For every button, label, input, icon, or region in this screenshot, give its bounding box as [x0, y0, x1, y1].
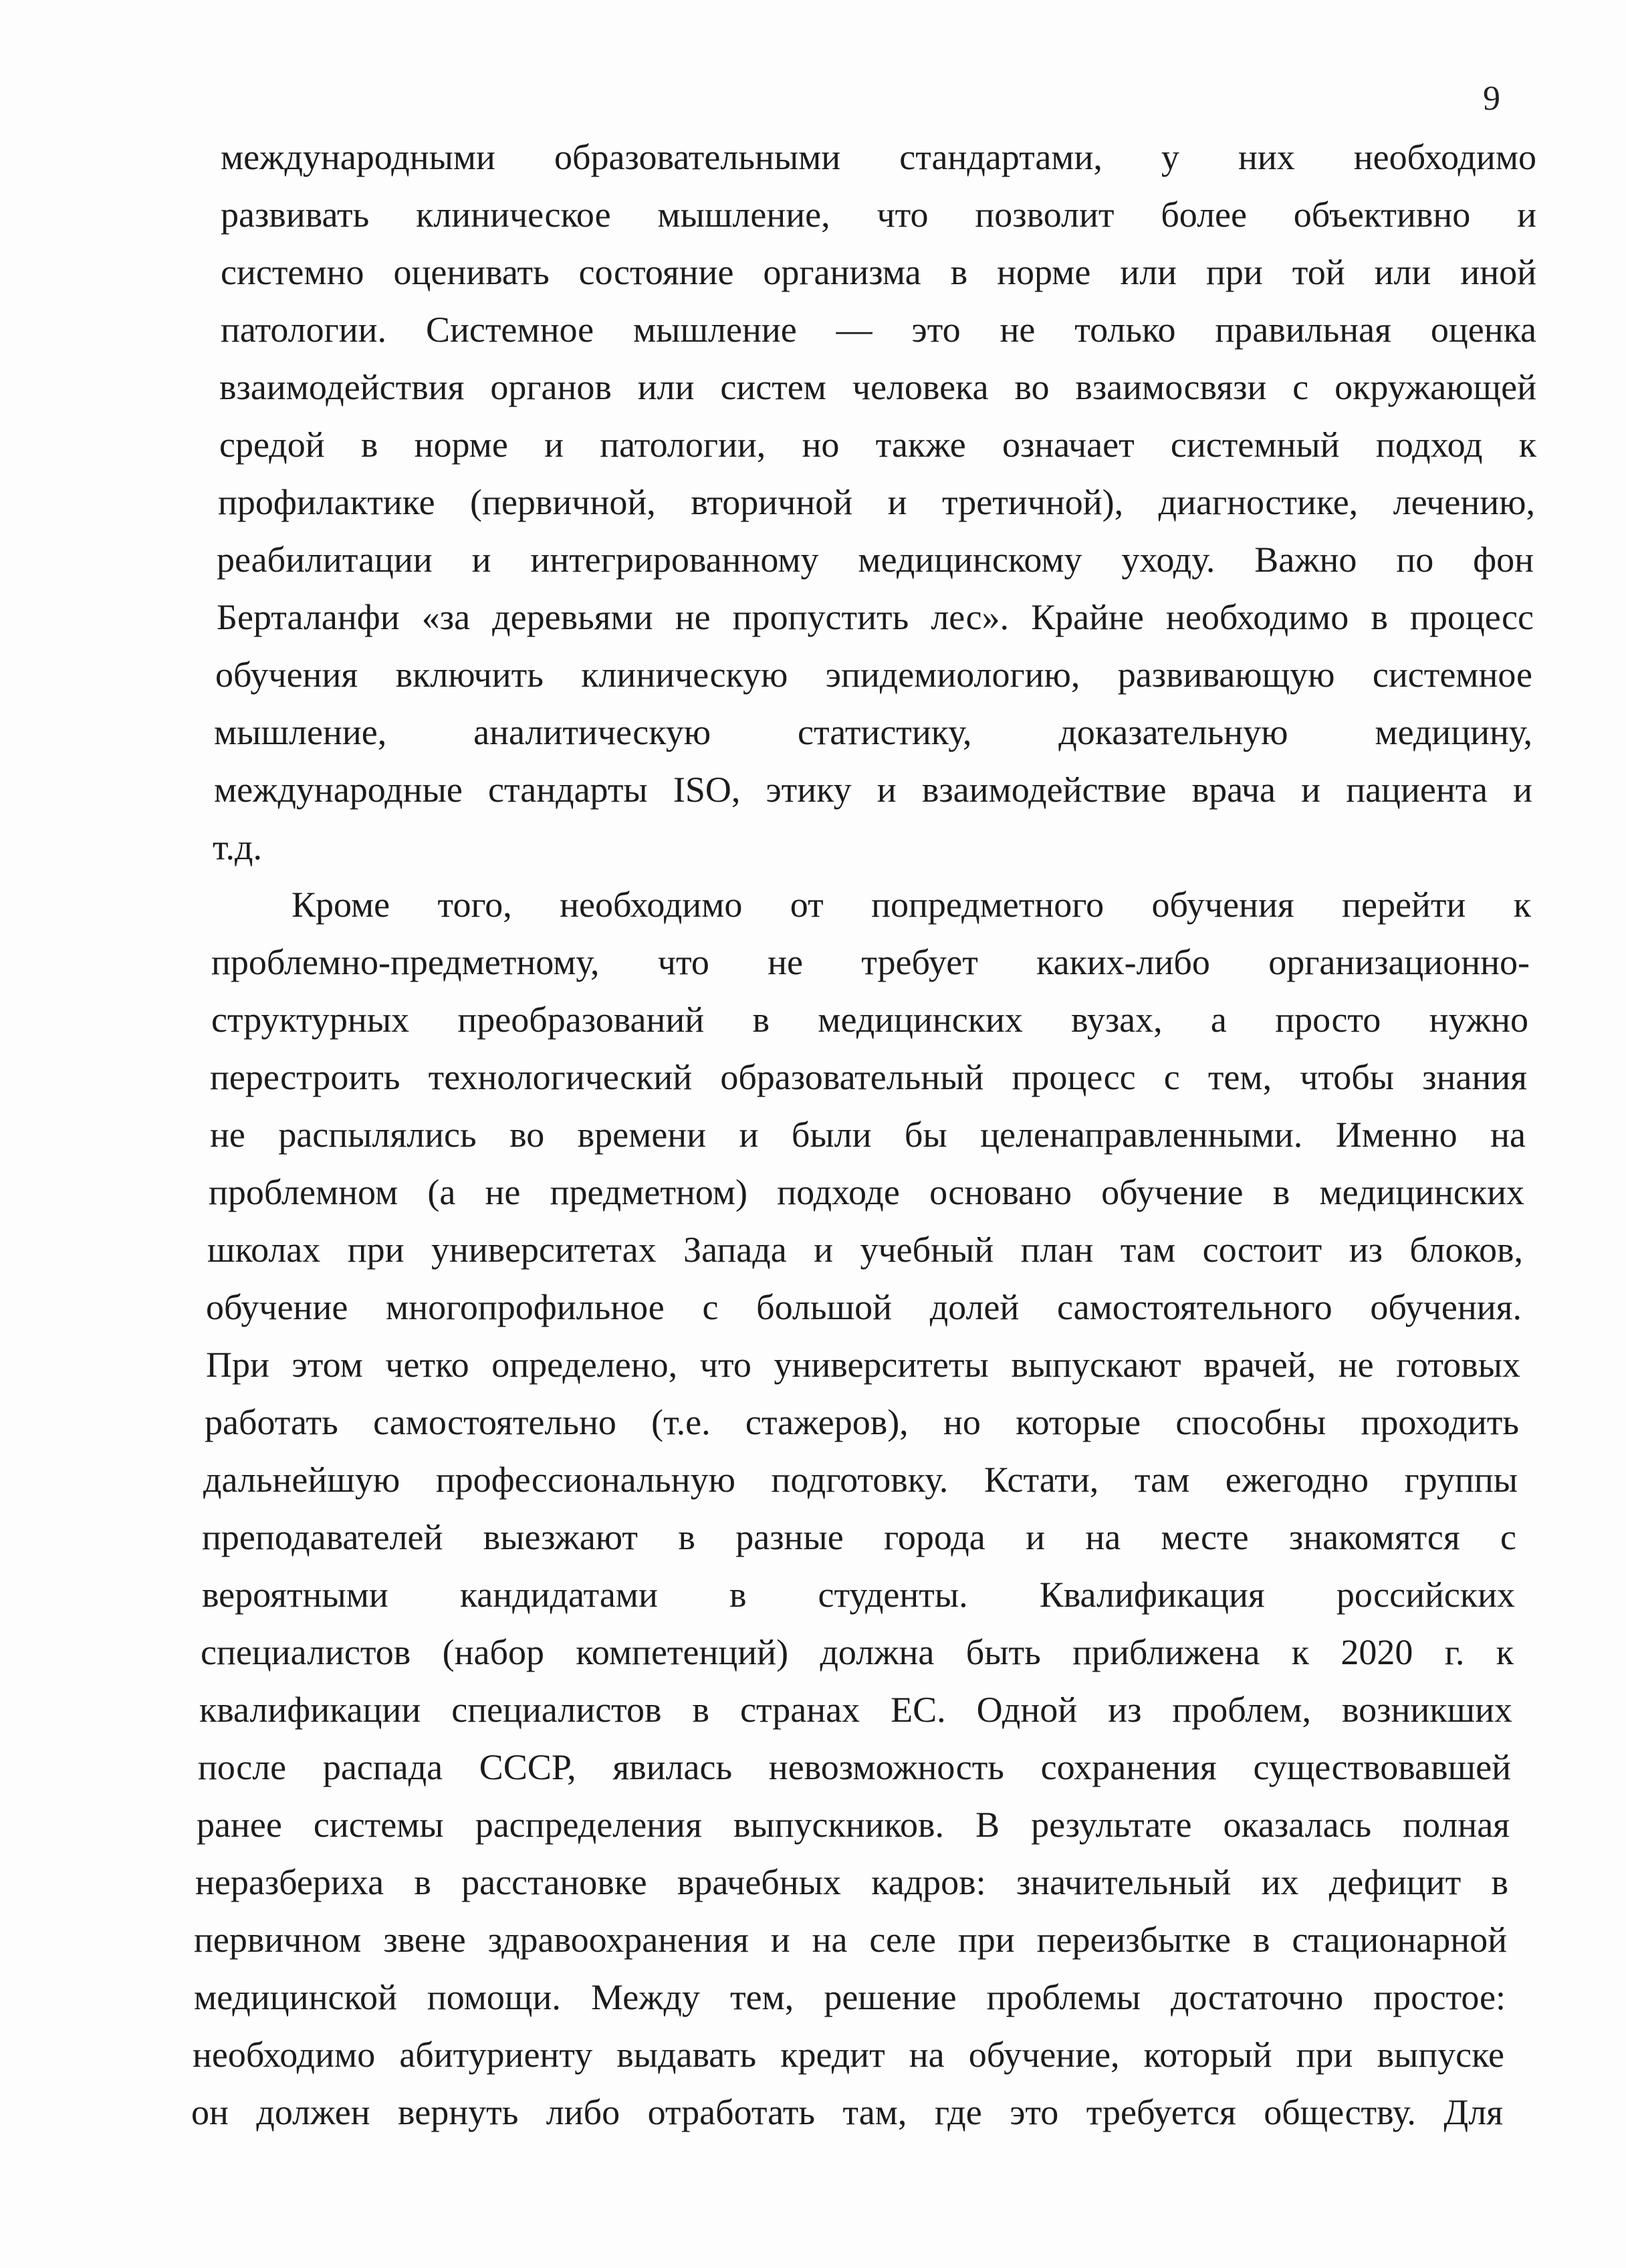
text-line: средой в норме и патологии, но также означает системный подход к [219, 425, 1536, 465]
text-line: ранее системы распределения выпускников. В результате оказалась полная [197, 1805, 1510, 1845]
text-line: медицинской помощи. Между тем, решение проблемы достаточно простое: [194, 1977, 1506, 2017]
text-line: он должен вернуть либо отработать там, где это требуется обществу. Для [191, 2092, 1503, 2132]
text-line: школах при университетах Запада и учебный план там состоит из блоков, [207, 1230, 1523, 1270]
page-number: 9 [1483, 80, 1500, 118]
text-line: взаимодействия органов или систем человека во взаимосвязи с окружающей [219, 367, 1536, 407]
text-line: преподавателей выезжают в разные города и на месте знакомятся с [202, 1517, 1516, 1557]
text-line: квалификации специалистов в странах ЕС. Одной из проблем, возникших [199, 1690, 1512, 1730]
text-line: работать самостоятельно (т.е. стажеров), но которые способны проходить [205, 1402, 1519, 1442]
text-line: реабилитации и интегрированному медицинскому уходу. Важно по фон [217, 540, 1534, 580]
text-line: перестроить технологический образовательный процесс с тем, чтобы знания [210, 1057, 1527, 1097]
text-line: развивать клиническое мышление, что позволит более объективно и [221, 195, 1536, 235]
text-line: Берталанфи «за деревьями не пропустить лес». Крайне необходимо в процесс [217, 597, 1534, 637]
text-line: международными образовательными стандартами, у них необходимо [221, 137, 1536, 177]
text-line: дальнейшую профессиональную подготовку. Кстати, там ежегодно группы [203, 1460, 1518, 1500]
text-line: международные стандарты ISO, этику и взаимодействие врача и пациента и [214, 770, 1532, 810]
text-line: профилактике (первичной, вторичной и третичной), диагностике, лечению, [218, 482, 1535, 522]
text-line: первичном звене здравоохранения и на селе при переизбытке в стационарной [194, 1920, 1507, 1960]
text-line: системно оценивать состояние организма в норме или при той или иной [221, 252, 1536, 292]
text-line: т.д. [213, 827, 263, 867]
text-line: При этом четко определено, что университеты выпускают врачей, не готовых [206, 1345, 1520, 1385]
text-line: обучения включить клиническую эпидемиологию, развивающую системное [215, 655, 1532, 695]
text-line: после распада СССР, явилась невозможность сохранения существовавшей [198, 1747, 1511, 1787]
text-line: обучение многопрофильное с большой долей самостоятельного обучения. [206, 1287, 1522, 1327]
text-line: мышление, аналитическую статистику, доказательную медицину, [214, 712, 1532, 752]
text-line: не распылялись во времени и были бы целенаправленными. Именно на [210, 1115, 1526, 1155]
text-line: неразбериха в расстановке врачебных кадров: значительный их дефицит в [195, 1862, 1508, 1902]
text-line: проблемно-предметному, что не требует каких-либо организационно- [211, 942, 1530, 982]
text-line: патологии. Системное мышление — это не только правильная оценка [221, 310, 1536, 350]
text-line: специалистов (набор компетенций) должна быть приближена к 2020 г. к [201, 1632, 1514, 1672]
text-line: вероятными кандидатами в студенты. Квалификация российских [202, 1575, 1515, 1615]
text-line: необходимо абитуриенту выдавать кредит на обучение, который при выпуске [193, 2035, 1504, 2075]
text-line: проблемном (а не предметном) подходе основано обучение в медицинских [209, 1172, 1524, 1212]
text-line: Кроме того, необходимо от попредметного обучения перейти к [292, 885, 1531, 925]
text-line: структурных преобразований в медицинских вузах, а просто нужно [211, 1000, 1528, 1040]
